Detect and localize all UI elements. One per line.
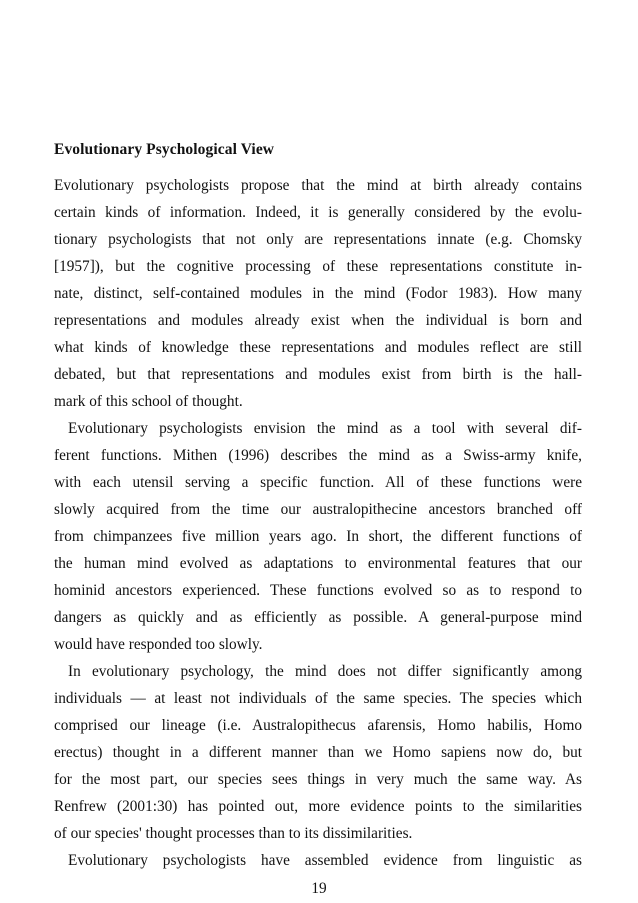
page-number: 19: [311, 880, 327, 897]
paragraph-line: would have responded too slowly.: [54, 636, 263, 653]
paragraph-line: hominid ancestors experienced. These functions evolved so as to respond to: [54, 582, 582, 599]
paragraph-line: what kinds of knowledge these representations and modules reflect are still: [54, 339, 582, 356]
paragraph-line: the human mind evolved as adaptations to environmental features that our: [54, 555, 582, 572]
paragraph-line: debated, but that representations and modules exist from birth is the hall-: [54, 366, 582, 383]
paragraph-line: of our species' thought processes than to its dissimilarities.: [54, 825, 413, 842]
paragraph-line: comprised our lineage (i.e. Australopithecus afarensis, Homo habilis, Homo: [54, 717, 582, 734]
paragraph-line: slowly acquired from the time our australopithecine ancestors branched off: [54, 501, 582, 518]
paragraph-line: [1957]), but the cognitive processing of these representations constitute in-: [54, 258, 582, 275]
paragraph-line: Renfrew (2001:30) has pointed out, more evidence points to the similarities: [54, 798, 582, 815]
paragraph-line: In evolutionary psychology, the mind does not differ significantly among: [68, 663, 582, 680]
paragraph-line: erectus) thought in a different manner than we Homo sapiens now do, but: [54, 744, 582, 761]
paragraph-line: for the most part, our species sees things in very much the same way. As: [54, 771, 582, 788]
paragraph-line: ferent functions. Mithen (1996) describes the mind as a Swiss-army knife,: [54, 447, 582, 464]
paragraph-line: tionary psychologists that not only are representations innate (e.g. Chomsky: [54, 231, 582, 248]
paragraph-line: from chimpanzees five million years ago. In short, the different functions of: [54, 528, 582, 545]
section-heading: Evolutionary Psychological View: [54, 141, 275, 158]
paragraph-line: representations and modules already exist when the individual is born and: [54, 312, 582, 329]
paragraph-line: Evolutionary psychologists propose that the mind at birth already contains: [54, 177, 582, 194]
paragraph-line: with each utensil serving a specific function. All of these functions were: [54, 474, 582, 491]
paragraph-line: individuals — at least not individuals of the same species. The species which: [54, 690, 582, 707]
paragraph-line: Evolutionary psychologists have assembled evidence from linguistic as: [68, 852, 582, 869]
paragraph-line: Evolutionary psychologists envision the mind as a tool with several dif-: [68, 420, 582, 437]
paragraph-line: certain kinds of information. Indeed, it is generally considered by the evolu-: [54, 204, 582, 221]
paragraph-line: mark of this school of thought.: [54, 393, 243, 410]
paragraph-line: dangers as quickly and as efficiently as possible. A general-purpose mind: [54, 609, 582, 626]
paragraph-line: nate, distinct, self-contained modules in the mind (Fodor 1983). How many: [54, 285, 582, 302]
